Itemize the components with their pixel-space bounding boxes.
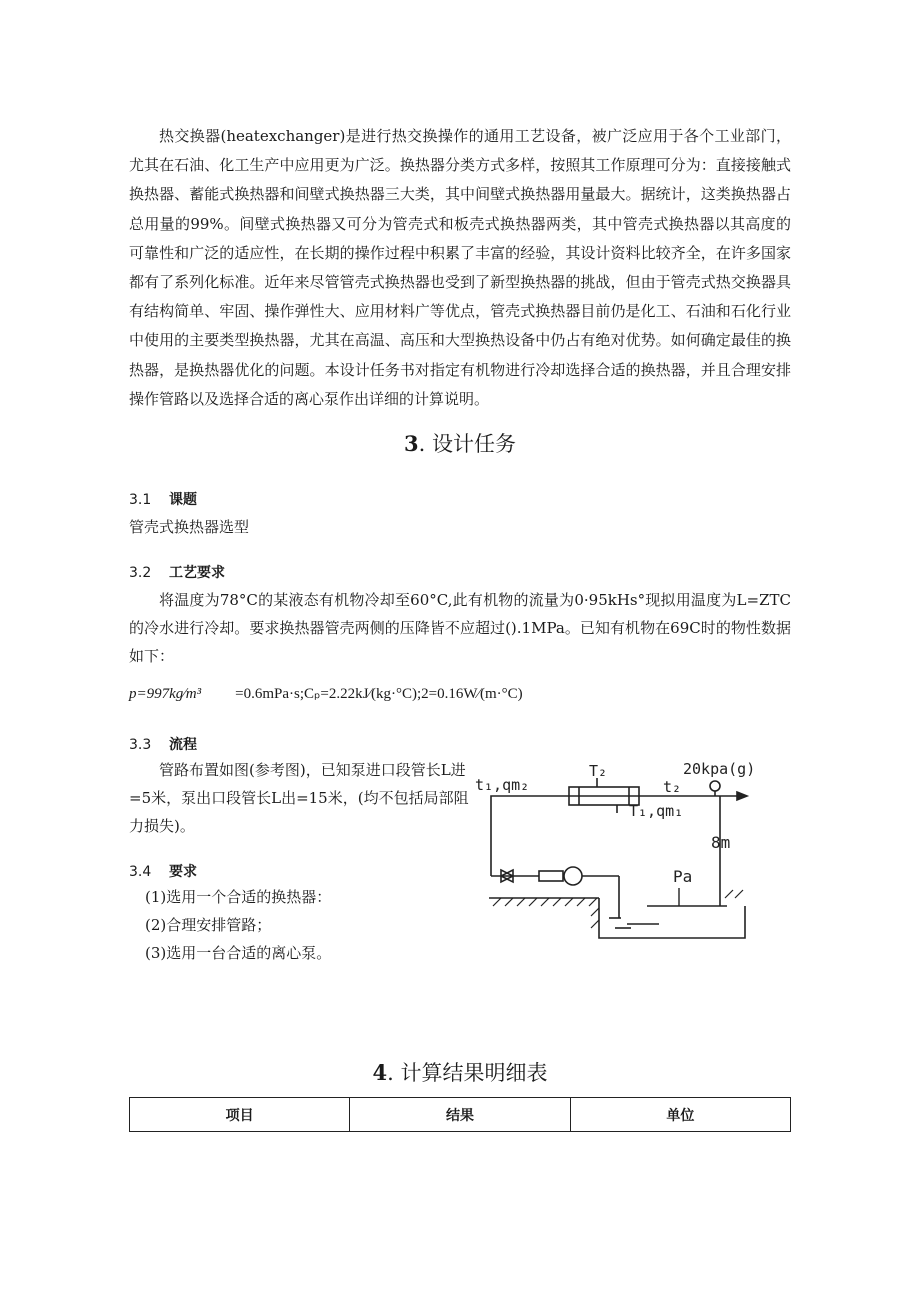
label-outlet-water: t₂ (663, 778, 682, 796)
label-height: 8m (711, 833, 731, 852)
pump-icon (564, 867, 582, 885)
process-flow-diagram (475, 756, 756, 942)
pipe-fitting (539, 871, 563, 881)
subsection-3-4-number: 3.4 (129, 864, 152, 880)
intro-paragraph: 热交换器(heatexchanger)是进行热交换操作的通用工艺设备，被广泛应用于各个工业部门，尤其在石油、化工生产中应用更为广泛。换热器分类方式多样，按照其工作原理可分为：直接接触式换热器、蓄能式换热器和间壁式换热器三大类，其中间壁式换热器用量最大。据统计，这类换热器占总用量的99%。间壁式换热器又可分为管壳式和板壳式换热器两类，其中管壳式换热器以其高度的可靠性和广泛的适应性，在长期的操作过程中积累了丰富的经验，其设计资料比较齐全，在许多国家都有了系列化标准。近年来尽管管壳式换热器也受到了新型换热器的挑战，但由于管壳式热交换器具有结构简单、牢固、操作弹性大、应用材料广等优点，管壳式换热器目前仍是化工、石油和石化行业中使用的主要类型换热器，尤其在高温、高压和大型换热设备中仍占有绝对优势。如何确定最佳的换热器，是换热器优化的问题。本设计任务书对指定有机物进行冷却选择合适的换热器，并且合理安排操作管路以及选择合适的离心泵作出详细的计算说明。 (129, 127, 791, 408)
formula-density: p=997kg∕m³ (129, 686, 202, 702)
pressure-gauge-icon (710, 781, 720, 791)
formula-properties: =0.6mPa·s;Cₚ=2.22kJ∕(kg·°C);2=0.16W∕(m·°C) (235, 686, 523, 702)
column-header-item: 项目 (130, 1098, 350, 1132)
requirement-item: (3)选用一台合适的离心泵。 (145, 944, 332, 962)
subsection-3-2-number: 3.2 (129, 565, 152, 581)
subsection-3-1-title: 课题 (169, 492, 197, 508)
subsection-3-2-title: 工艺要求 (169, 565, 225, 581)
column-header-unit: 单位 (570, 1098, 790, 1132)
subsection-3-1-heading (129, 489, 197, 509)
label-inlet-water: t₁,qm₂ (475, 776, 530, 794)
subsection-3-3-number: 3.3 (129, 737, 152, 753)
flow-arrow-icon (737, 792, 747, 800)
property-formula (129, 684, 523, 703)
section-4-title: . 计算结果明细表 (387, 1061, 548, 1085)
label-inlet-organic: T₁,qm₁ (629, 802, 684, 820)
label-atmospheric: Pa (673, 867, 693, 886)
ground-hatching (493, 890, 743, 928)
requirements-list (145, 883, 331, 967)
section-4-number: 4 (372, 1060, 388, 1085)
subsection-3-4-title: 要求 (169, 864, 197, 880)
subsection-3-1-body: 管壳式换热器选型 (129, 518, 250, 536)
section-4-heading (0, 1057, 920, 1087)
subsection-3-2-body: 将温度为78°C的某液态有机物冷却至60°C,此有机物的流量为0·95kHs°现拟用温度为L=ZTC的冷水进行冷却。要求换热器管壳两侧的压降皆不应超过().1MPa。已知有机物在69C时的物性数据如下： (129, 591, 791, 665)
subsection-3-4-heading (129, 861, 197, 881)
subsection-3-2-heading (129, 562, 225, 582)
column-header-result: 结果 (350, 1098, 570, 1132)
table-header-row (130, 1098, 791, 1132)
section-3-title: . 设计任务 (418, 432, 516, 456)
label-outlet-organic: T₂ (589, 762, 608, 780)
requirement-item: (2)合理安排管路； (145, 916, 272, 934)
subsection-3-3-body: 管路布置如图(参考图)，已知泵进口段管长L进=5米，泵出口段管长L出=15米，(均不包括局部阻力损失)。 (129, 761, 469, 835)
section-3-heading (0, 428, 920, 458)
subsection-3-3-title: 流程 (169, 737, 197, 753)
return-pipe (491, 796, 565, 868)
section-3-number: 3 (404, 431, 419, 456)
subsection-3-1-number: 3.1 (129, 492, 152, 508)
results-table (129, 1097, 791, 1132)
requirement-item: (1)选用一个合适的换热器： (145, 888, 332, 906)
label-gauge-pressure: 20kpa(g) (683, 760, 756, 778)
subsection-3-3-heading (129, 734, 197, 754)
